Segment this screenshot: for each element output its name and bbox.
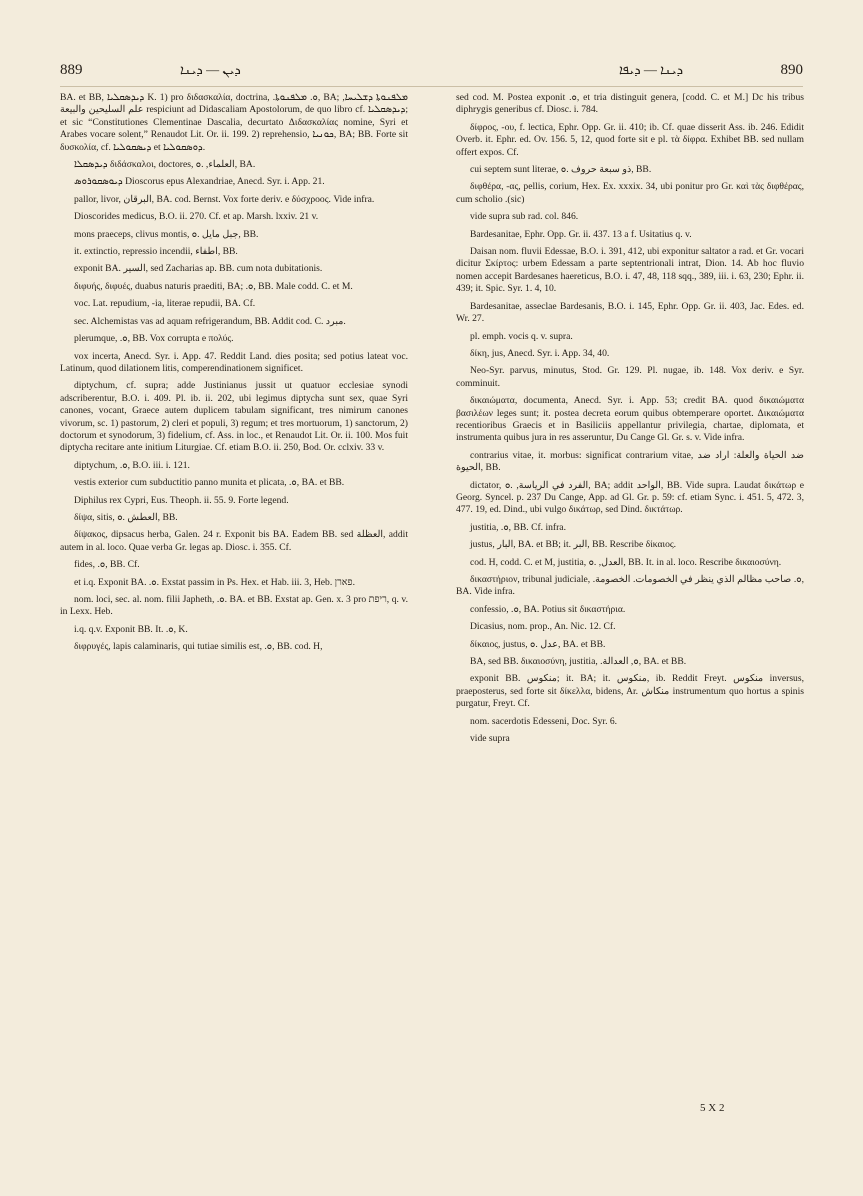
dictionary-entry: vox incerta, Anecd. Syr. i. App. 47. Reddit Land. dies posita; sed potius lateat voc. Latinum, quod dilationem litis, comperendinationem significet. xyxy=(60,350,408,374)
right-column xyxy=(456,92,804,750)
right-running-title: ܕܝܢܐ — ܕܝܦܐ xyxy=(619,62,683,77)
dictionary-entry: BA, sed BB. δικαιοσύνη, justitia, .ܘ, العدالة, BA. et BB. xyxy=(470,656,687,668)
signature-mark: 5 X 2 xyxy=(700,1102,725,1114)
dictionary-entry: justitia, .ܘ, BB. Cf. infra. xyxy=(470,521,566,533)
dictionary-entry: nom. loci, sec. al. nom. filii Japheth, .ܘ. BA. et BB. Exstat ap. Gen. x. 3 pro ריפת, q. v. in Lexx. Heb. xyxy=(60,594,408,618)
page-header xyxy=(60,62,803,84)
dictionary-entry: δίφρος, -ου, f. lectica, Ephr. Opp. Gr. ii. 410; ib. Cf. quae disserit Ass. ib. 246. Edidit Overb. it. Ephr. ed. Ov. 156. 5, 12, quod forte sit e pl. τὰ δίφρα. Exhibet BB. sed nullam offert expos. Cf. xyxy=(456,121,804,158)
dictionary-entry: voc. Lat. repudium, -ia, literae repudii, BA. Cf. xyxy=(74,298,256,310)
dictionary-entry: Daisan nom. fluvii Edessae, B.O. i. 391, 412, ubi exponitur saltator a rad. et Gr. vocari dicitur Σκίρτος: urbem Edessam a parte septentrionali intrat, Dion. 14. Ab hoc fluvio nomen accepit Bardesanes haereticus, B.O. i. 47, 48, 118 sqq., 389, iii. i. 63, 230; Ephr. ii. 439; it. Spic. Syr. 1. 4, 10. xyxy=(456,246,804,295)
dictionary-entry: διφθέρα, -ας, pellis, corium, Hex. Ex. xxxix. 34, ubi ponitur pro Gr. καὶ τὰς διφθέρας, cum scholio .(sic) xyxy=(456,181,804,205)
dictionary-entry: exponit BB. منكوس; it. BA; it. منكوس, ib. Reddit Freyt. منكوس inversus, praeposterus, sed forte sit δίκελλα, bidens, Ar. منكاش instrumentum quo hortus a spinis purgatur, Freyt. Cf. xyxy=(456,673,804,710)
dictionary-entry: sed cod. M. Postea exponit .ܘ, et tria distinguit genera, [codd. C. et M.] Dc his tribus diphrygis generibus cf. Diosc. i. 784. xyxy=(456,92,804,116)
dictionary-entry: plerumque, .ܘ, BB. Vox corrupta e πολύς. xyxy=(74,333,234,345)
left-running-title: ܕܝܢ — ܕܝܢܐ xyxy=(180,62,241,77)
dictionary-entry: sec. Alchemistas vas ad aquam refrigerandum, BB. Addit cod. C. مبرد. xyxy=(74,315,346,327)
dictionary-entry: δικαστήριον, tribunal judiciale, .ܘ. صاحب مظالم الذي ينظر في الخصومات. الخصومة, BA. Vide infra. xyxy=(456,574,804,598)
dictionary-entry: δίψα, sitis, العطش .ܘ, BB. xyxy=(74,511,178,523)
dictionary-entry: δικαιώματα, documenta, Anecd. Syr. i. App. 53; credit BA. quod δικαιώματα βασιλέων leges sunt; it. postea decreta eorum quibus obtemperare oportet. Δικαιώματα recentioribus Graecis et in Basiliciis appellantur privilegia, chartae, diplomata, et instrumenta quibus jura in res asseruntur, Du Cange Gl. Gr. s. v. Vide infra. xyxy=(456,395,804,444)
dictionary-entry: justus, البار, BA. et BB; it. البر, BB. Rescribe δίκαιος. xyxy=(470,539,677,551)
dictionary-entry: Bardesanitae, Ephr. Opp. Gr. ii. 437. 13 a f. Usitatius q. v. xyxy=(470,228,692,240)
dictionary-entry: δίψακος, dipsacus herba, Galen. 24 r. Exponit bis BA. Eadem BB. sed العظلة, addit autem in al. loco. Quae verba Gr. legas ap. Diosc. i. 355. Cf. xyxy=(60,529,408,553)
header-rule xyxy=(60,86,803,87)
dictionary-entry: vestis exterior cum subductitio panno munita et plicata, .ܘ, BA. et BB. xyxy=(74,477,345,489)
dictionary-entry: Neo-Syr. parvus, minutus, Stod. Gr. 129. Pl. nugae, ib. 148. Vox deriv. e Syr. comminuit. xyxy=(456,365,804,389)
dictionary-entry: nom. sacerdotis Edesseni, Doc. Syr. 6. xyxy=(470,715,618,727)
dictionary-entry: diptychum, .ܘ, B.O. iii. i. 121. xyxy=(74,459,190,471)
dictionary-entry: dictator, الفرد في الرياسة, .ܘ, BA; addit الواحد, BB. Vide supra. Laudat δικάτωρ e Georg. Syncel. p. 237 Du Cange, App. ad Gl. Gr. p. 59: cf. etiam Sync. i. 451. 5, 472. 3, 477. 19, ed. Dind., ubi vulgo δικάτωρ, sed Dind. δικτάτωρ. xyxy=(456,479,805,516)
left-column xyxy=(60,92,408,659)
dictionary-entry: δίκη, jus, Anecd. Syr. i. App. 34, 40. xyxy=(470,347,610,359)
dictionary-entry: BA. et BB, ܕܝܕܣܩܠܝܐ K. 1) pro διδασκαλία, doctrina, .ܘ. ܡܠܦܢܘܬܐ, BA; ܡܠܦܢܘܬܐ ܕܫܠܝܚܐ, علم السليحين والبيعة respiciunt ad Didascaliam Apostolorum, de quo libro cf. ܕܝܕܣܩܠܝܐ; et sic “Constitutiones Clementinae Dascalia, decurtato Διδασκαλίας nomine, Syri et Arabes vocare solent,” Renaudot Lit. Or. ii. 199. 2) reprehensio, ܟܘܢܝܐ, BA; BB. Forte sit δυσκολία, cf. ܕܝܣܩܘܠܝܐ et ܕܘܣܩܘܠܝܐ. xyxy=(60,92,408,153)
dictionary-entry: Dioscorides medicus, B.O. ii. 270. Cf. et ap. Marsh. lxxiv. 21 v. xyxy=(74,211,319,223)
dictionary-entry: i.q. q.v. Exponit BB. It. .ܘ, K. xyxy=(74,623,188,635)
dictionary-entry: it. extinctio, repressio incendii, اطفاء, BB. xyxy=(74,246,238,258)
dictionary-entry: vide supra xyxy=(470,733,510,745)
dictionary-entry: fides, .ܘ, BB. Cf. xyxy=(74,559,140,571)
dictionary-entry: pl. emph. vocis q. v. supra. xyxy=(470,330,573,342)
dictionary-entry: δίκαιος, justus, عدل .ܘ, BA. et BB. xyxy=(470,638,606,650)
right-page-number: 890 xyxy=(780,62,803,78)
dictionary-entry: vide supra sub rad. col. 846. xyxy=(470,211,579,223)
dictionary-entry: contrarius vitae, it. morbus: significat contrarium vitae, ضد الحياة والعلة: اراد ضد الحيوة, BB. xyxy=(456,449,804,474)
dictionary-entry: ܕܝܕܣܩܠܐ διδάσκαλοι, doctores, العلماء, .ܘ, BA. xyxy=(74,159,256,171)
dictionary-entry: διφυής, διφυές, duabus naturis praediti, BA; .ܘ, BB. Male codd. C. et M. xyxy=(74,280,353,292)
dictionary-entry: pallor, livor, البرقان, BA. cod. Bernst. Vox forte deriv. e δύσχροος. Vide infra. xyxy=(74,193,375,205)
dictionary-entry: et i.q. Exponit BA. .ܘ. Exstat passim in Ps. Hex. et Hab. iii. 3, Heb. פארן. xyxy=(74,576,355,588)
dictionary-entry: exponit BA. السير, sed Zacharias ap. BB. cum nota dubitationis. xyxy=(74,263,323,275)
dictionary-entry: confessio, .ܘ, BA. Potius sit δικαστήρια. xyxy=(470,603,626,615)
dictionary-entry: διφρυγές, lapis calaminaris, qui tutiae similis est, .ܘ, BB. cod. H, xyxy=(74,641,323,653)
left-page-number: 889 xyxy=(60,62,83,78)
dictionary-entry: cui septem sunt literae, ذو سبعة حروف .ܘ, BB. xyxy=(470,164,652,176)
dictionary-entry: Bardesanitae, asseclae Bardesanis, B.O. i. 145, Ephr. Opp. Gr. ii. 403, Jac. Edes. ed. Wr. 27. xyxy=(456,300,804,325)
dictionary-entry: ܕܝܘܣܩܘܪܘܣ Dioscorus epus Alexandriae, Anecd. Syr. i. App. 21. xyxy=(74,176,325,188)
dictionary-entry: diptychum, cf. supra; adde Justinianus jussit ut quatuor ecclesiae synodi adscriberentur, B.O. i. 409. Pl. ib. ii. 202, ubi legimus diptycha sunt sex, quae Syri canones, vocant, Graece autem duplicem tabulam significant, tres nimirum canones vivorum, sc. 1) pastorum, 2) cleri et populi, 3) regum; et tres mortuorum, 1) sanctorum, 2) doctorum et synodorum, 3) fidelium, cf. Ass. in loc., et Renaudot Lit. Or. ii. 100. Mos fuit diptycha recitare ante initium Liturgiae. Cf. etiam B.O. ii. 250, Bod. Or. cclxiv. 33 v. xyxy=(60,380,408,454)
dictionary-entry: mons praeceps, clivus montis, جبل مايل .ܘ, BB. xyxy=(74,228,259,240)
dictionary-entry: Dicasius, nom. prop., An. Nic. 12. Cf. xyxy=(470,621,616,633)
dictionary-entry: Diphilus rex Cypri, Eus. Theoph. ii. 55. 9. Forte legend. xyxy=(74,494,289,506)
dictionary-entry: cod. H, codd. C. et M, justitia, العدل, .ܘ, BB. It. in al. loco. Rescribe δικαιοσύνη. xyxy=(470,556,782,568)
